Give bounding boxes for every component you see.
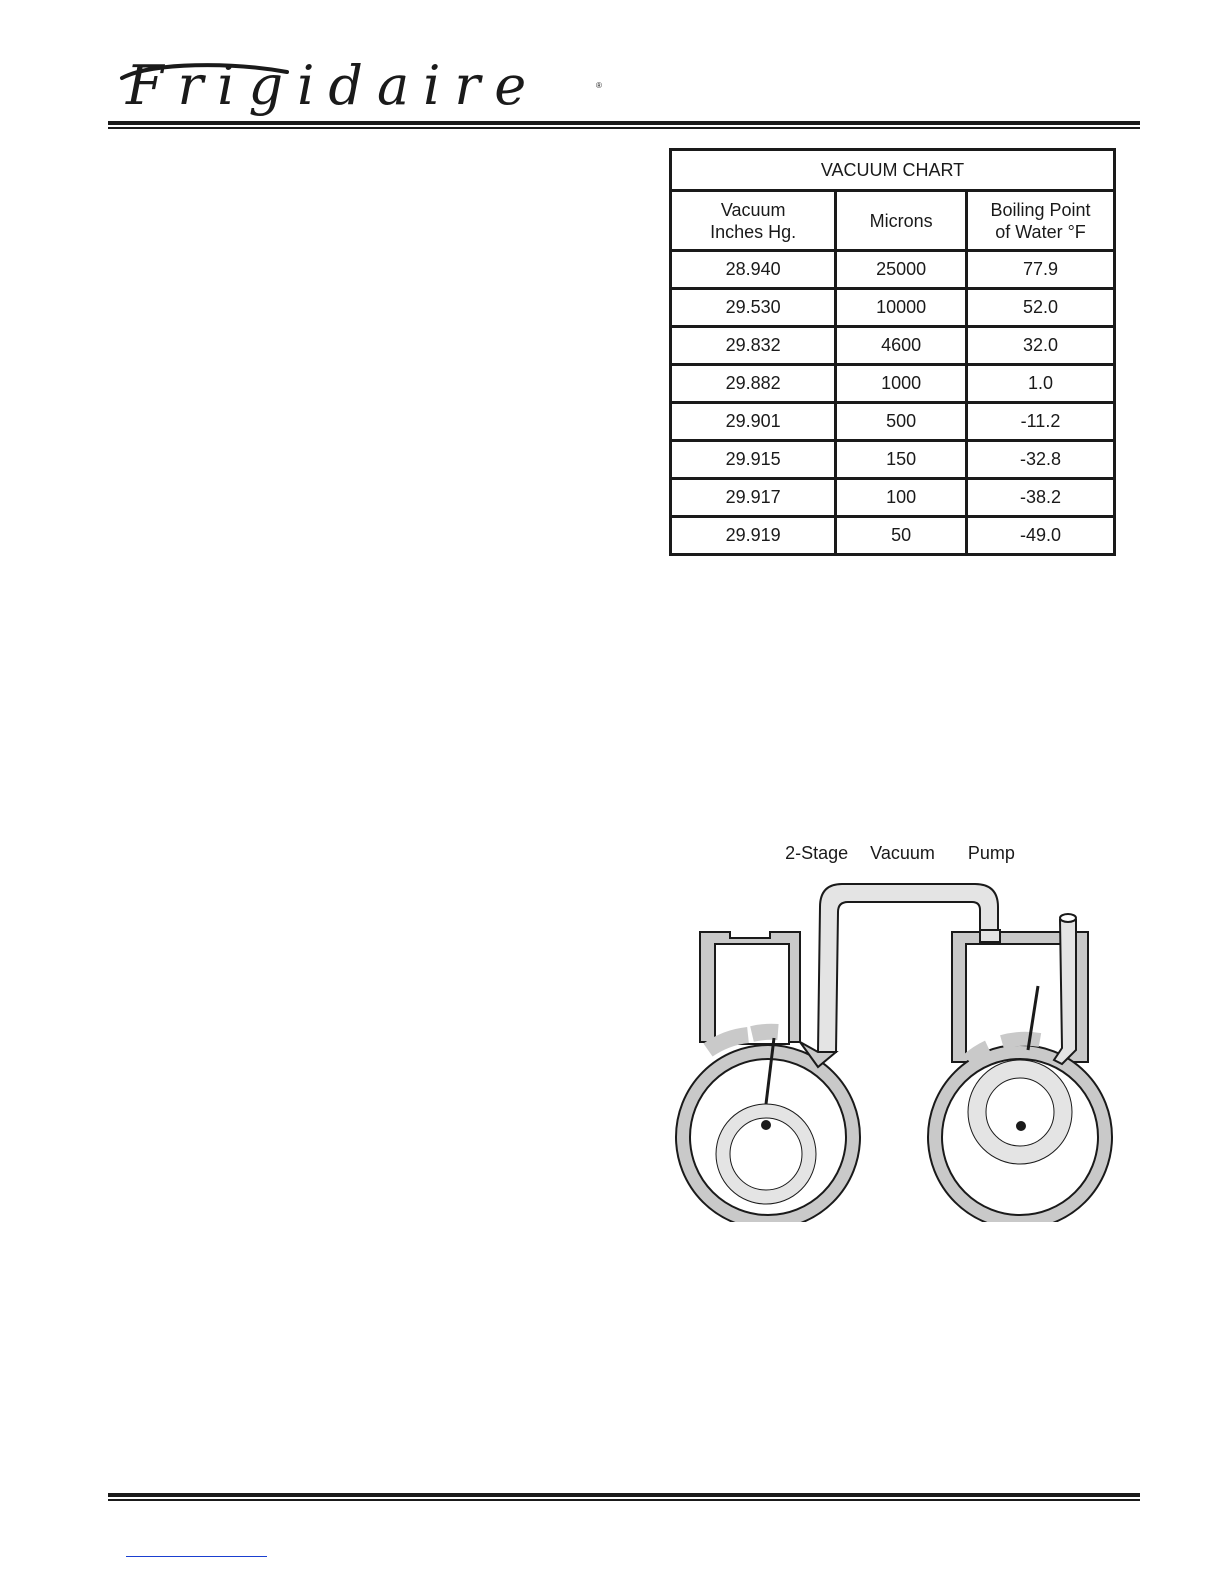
cell-vacuum: 29.530 (671, 289, 836, 327)
table-row (671, 289, 1115, 327)
frigidaire-logo-graphic (112, 56, 612, 118)
two-stage-vacuum-pump-diagram (670, 872, 1120, 1222)
pump-stage-two (928, 914, 1112, 1222)
table-row (671, 365, 1115, 403)
table-row (671, 441, 1115, 479)
header-line: of Water °F (995, 221, 1086, 242)
cell-boiling-point: 77.9 (966, 251, 1114, 289)
column-header-microns (836, 191, 967, 251)
cell-boiling-point: 1.0 (966, 365, 1114, 403)
cell-microns: 500 (836, 403, 967, 441)
header-divider (108, 121, 1140, 130)
footer-link-underline[interactable] (126, 1556, 267, 1557)
header-line: Boiling Point (990, 199, 1091, 220)
header-line: Microns (869, 210, 933, 231)
table-row (671, 517, 1115, 555)
cell-microns: 4600 (836, 327, 967, 365)
cell-microns: 1000 (836, 365, 967, 403)
cell-microns: 25000 (836, 251, 967, 289)
pump-diagram-caption: 2-Stage Vacuum Pump (785, 843, 1015, 863)
cell-vacuum: 28.940 (671, 251, 836, 289)
cell-microns: 150 (836, 441, 967, 479)
cell-boiling-point: -11.2 (966, 403, 1114, 441)
cell-boiling-point: 32.0 (966, 327, 1114, 365)
cell-boiling-point: 52.0 (966, 289, 1114, 327)
cell-microns: 100 (836, 479, 967, 517)
table-row (671, 479, 1115, 517)
cell-microns: 10000 (836, 289, 967, 327)
vacuum-chart-table (669, 148, 1116, 556)
header-line: Inches Hg. (710, 221, 797, 242)
footer-divider (108, 1493, 1140, 1502)
cell-vacuum: 29.832 (671, 327, 836, 365)
cell-vacuum: 29.919 (671, 517, 836, 555)
cell-vacuum: 29.882 (671, 365, 836, 403)
brand-name: Frigidaire (126, 56, 541, 117)
cell-boiling-point: -49.0 (966, 517, 1114, 555)
column-header-boiling-point (966, 191, 1114, 251)
cell-vacuum: 29.901 (671, 403, 836, 441)
frigidaire-logo (112, 56, 612, 118)
table-row (671, 327, 1115, 365)
cell-boiling-point: -32.8 (966, 441, 1114, 479)
cell-vacuum: 29.915 (671, 441, 836, 479)
table-row (671, 251, 1115, 289)
registered-mark: ® (596, 81, 602, 90)
column-header-vacuum (671, 191, 836, 251)
cell-boiling-point: -38.2 (966, 479, 1114, 517)
table-row (671, 403, 1115, 441)
header-line: Vacuum (720, 199, 786, 220)
cell-vacuum: 29.917 (671, 479, 836, 517)
cell-microns: 50 (836, 517, 967, 555)
table-title: VACUUM CHART (671, 150, 1115, 191)
